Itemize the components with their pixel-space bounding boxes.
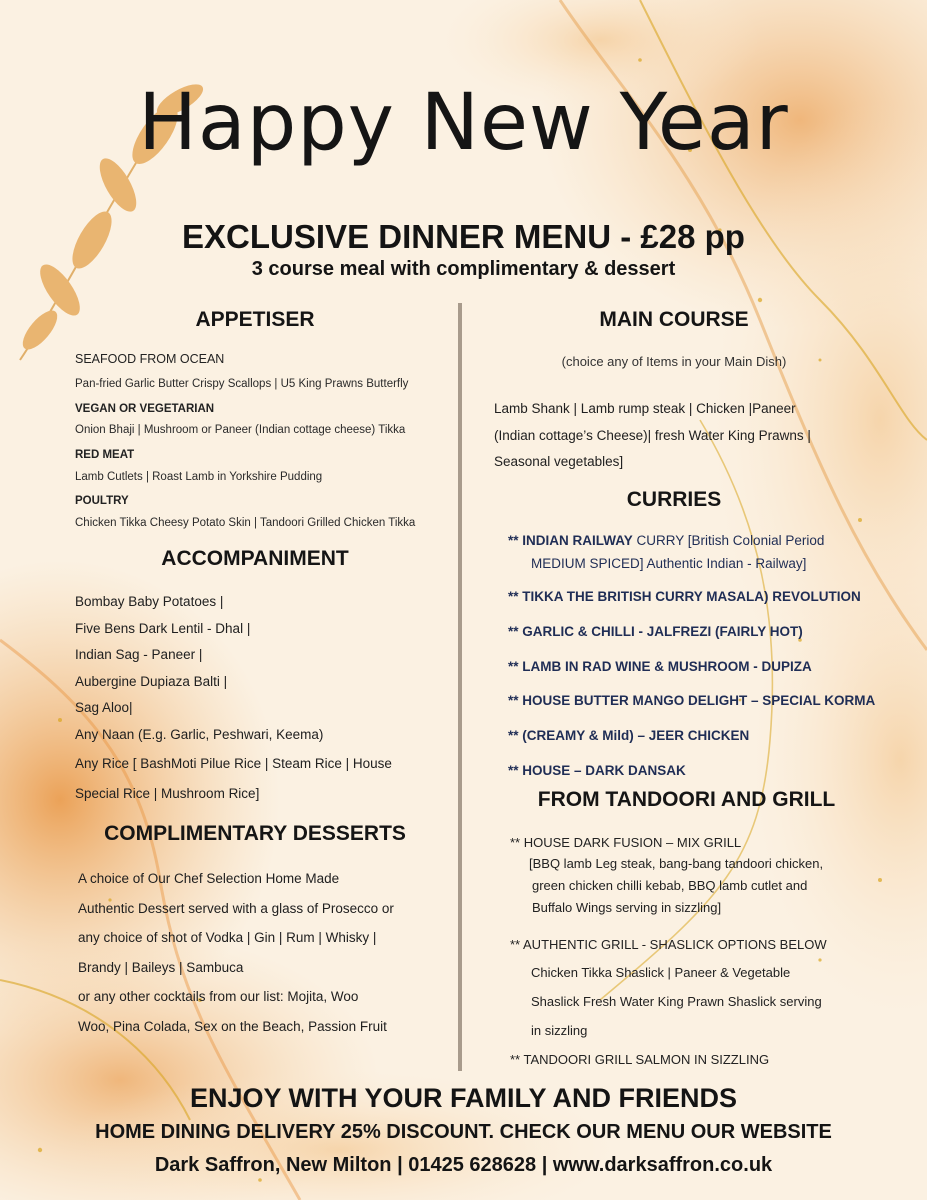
grill-detail-line: Chicken Tikka Shaslick | Paneer & Vegetable [531,965,791,980]
grill-item-details [531,958,911,1045]
page-title: Happy New Year [138,78,789,168]
curry-item-railway-rest: CURRY [British Colonial Period [632,533,825,548]
grill-detail-line: in sizzling [531,1023,588,1038]
grill-item-title: ** TANDOORI GRILL SALMON IN SIZZLING [510,1052,770,1067]
accompaniment-heading: ACCOMPANIMENT [161,547,349,570]
desserts-line: any choice of shot of Vodka | Gin | Rum | Whisky | [78,930,377,945]
grill-item-title: ** AUTHENTIC GRILL - SHASLICK OPTIONS BELOW [510,937,827,952]
curry-item: ** TIKKA THE BRITISH CURRY MASALA) REVOLUTION [508,589,861,604]
accompaniment-item: Aubergine Dupiaza Balti | [75,673,228,689]
curry-item-railway-line2: MEDIUM SPICED] Authentic Indian - Railway] [531,556,807,571]
grill-detail-line: Shaslick Fresh Water King Prawn Shaslick serving [531,994,822,1009]
main-course-line: Seasonal vegetables] [494,454,624,469]
appetiser-heading: APPETISER [195,308,315,331]
curry-item: ** HOUSE – DARK DANSAK [508,763,686,778]
tandoori-heading: FROM TANDOORI AND GRILL [537,788,836,811]
accompaniment-item: Special Rice | Mushroom Rice] [75,785,260,801]
accompaniment-item: Any Rice [ BashMoti Pilue Rice | Steam Rice | House [75,756,392,771]
footer-delivery-offer: HOME DINING DELIVERY 25% DISCOUNT. CHECK OUR MENU OUR WEBSITE [95,1121,832,1143]
main-course-options [494,396,894,476]
desserts-line: Brandy | Baileys | Sambuca [78,959,244,975]
footer-contact: Dark Saffron, New Milton | 01425 628628 | www.darksaffron.co.uk [154,1154,773,1176]
accompaniment-item: Any Naan (E.g. Garlic, Peshwari, Keema) [75,726,324,742]
curry-item-railway-bold: ** INDIAN RAILWAY [508,533,633,548]
desserts-line: A choice of Our Chef Selection Home Made [78,871,340,886]
appetiser-items: Pan-fried Garlic Butter Crispy Scallops | U5 King Prawns Butterfly [75,378,409,390]
appetiser-category: RED MEAT [75,449,135,461]
grill-item-title: ** HOUSE DARK FUSION – MIX GRILL [510,835,742,850]
appetiser-items: Lamb Cutlets | Roast Lamb in Yorkshire Pudding [75,471,323,483]
appetiser-category: VEGAN OR VEGETARIAN [75,403,215,415]
column-divider [458,303,462,1071]
grill-item-details [529,853,909,919]
curry-item: ** (CREAMY & Mild) – JEER CHICKEN [508,728,750,743]
main-course-heading: MAIN COURSE [599,308,749,331]
menu-tagline: 3 course meal with complimentary & dessert [251,258,676,280]
desserts-text [78,864,453,1041]
menu-subtitle: EXCLUSIVE DINNER MENU - £28 pp [182,218,745,255]
accompaniment-item: Five Bens Dark Lentil - Dhal | [75,620,251,636]
curry-item: ** GARLIC & CHILLI - JALFREZI (FAIRLY HOT) [508,624,803,639]
appetiser-items: Onion Bhaji | Mushroom or Paneer (Indian cottage cheese) Tikka [75,424,406,436]
main-course-note: (choice any of Items in your Main Dish) [561,354,787,369]
footer-slogan: ENJOY WITH YOUR FAMILY AND FRIENDS [189,1083,738,1113]
accompaniment-item: Bombay Baby Potatoes | [75,594,224,609]
appetiser-items: Chicken Tikka Cheesy Potato Skin | Tandoori Grilled Chicken Tikka [75,517,416,529]
curries-heading: CURRIES [626,488,722,511]
grill-detail-line: Buffalo Wings serving in sizzling] [532,900,722,915]
accompaniment-item: Sag Aloo| [75,700,133,715]
curry-item: ** HOUSE BUTTER MANGO DELIGHT – SPECIAL KORMA [508,693,876,708]
main-course-line: (Indian cottage’s Cheese)| fresh Water King Prawns | [494,427,811,443]
curry-item-railway [508,533,908,548]
appetiser-category: SEAFOOD FROM OCEAN [75,352,225,366]
grill-detail-line: green chicken chilli kebab, BBQ lamb cutlet and [532,878,808,893]
grill-detail-line: [BBQ lamb Leg steak, bang-bang tandoori chicken, [529,856,824,871]
accompaniment-item: Indian Sag - Paneer | [75,647,203,662]
curry-item: ** LAMB IN RAD WINE & MUSHROOM - DUPIZA [508,659,812,674]
desserts-line: Woo, Pina Colada, Sex on the Beach, Passion Fruit [78,1018,387,1034]
accompaniment-list [75,589,445,807]
desserts-line: Authentic Dessert served with a glass of Prosecco or [78,900,394,916]
desserts-line: or any other cocktails from our list: Mojita, Woo [78,989,359,1004]
main-course-line: Lamb Shank | Lamb rump steak | Chicken |Paneer [494,401,796,416]
appetiser-category: POULTRY [75,495,129,507]
desserts-heading: COMPLIMENTARY DESSERTS [104,822,406,845]
